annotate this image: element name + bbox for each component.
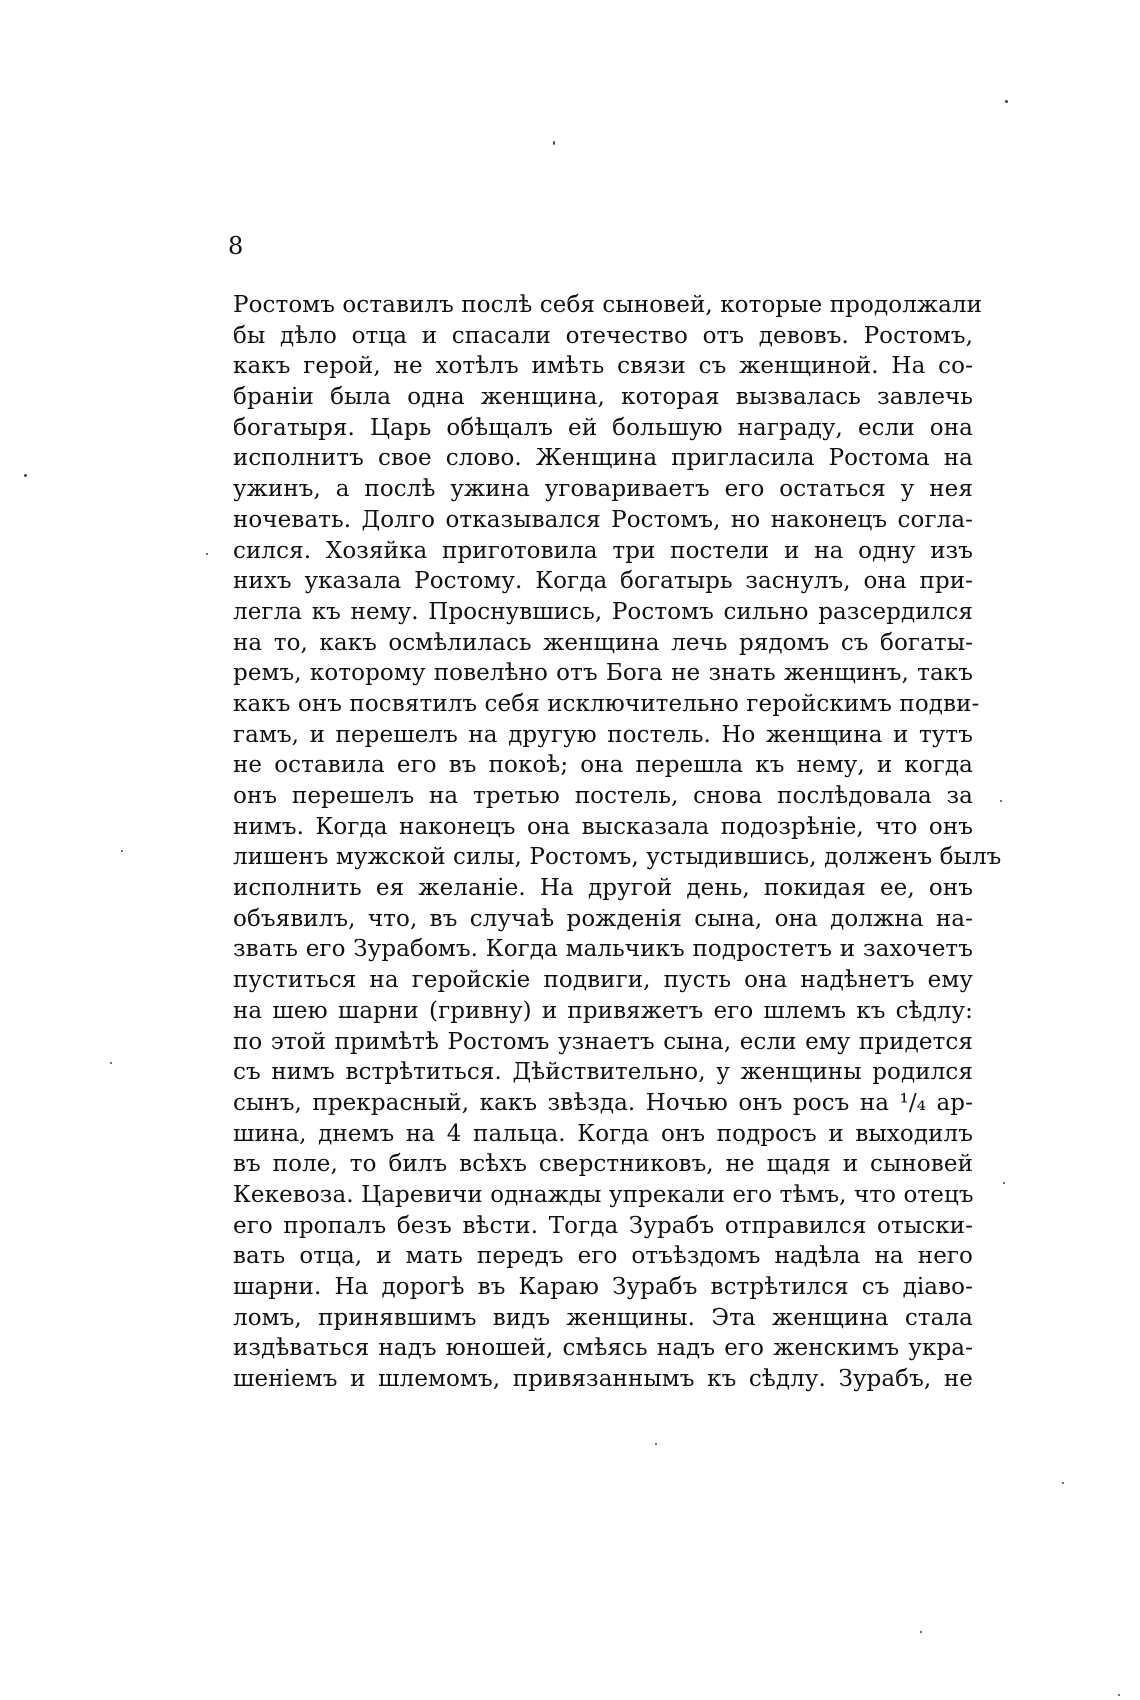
text-line: ремъ, которому повелѣно отъ Бога не знать женщинъ, такъ <box>233 660 973 687</box>
text-line: объявилъ, что, въ случаѣ рожденія сына, она должна на- <box>233 905 973 932</box>
text-line: браніи была одна женщина, которая вызвалась завлечь <box>233 384 973 411</box>
text-line: гамъ, и перешелъ на другую постель. Но женщина и тутъ <box>233 721 973 748</box>
text-line: шарни. На дорогѣ въ Караю Зурабъ встрѣтился съ діаво- <box>233 1274 973 1300</box>
text-line: его пропалъ безъ вѣсти. Тогда Зурабъ отправился отыски- <box>233 1212 973 1239</box>
text-line: ломъ, принявшимъ видъ женщины. Эта женщина стала <box>233 1304 973 1331</box>
text-line: Ростомъ оставилъ послѣ себя сыновей, которые продолжали <box>233 292 983 318</box>
scan-speck <box>206 553 208 555</box>
body-text <box>233 290 1002 1395</box>
text-line: съ нимъ встрѣтиться. Дѣйствительно, у женщины родился <box>233 1059 973 1086</box>
scan-speck <box>553 141 555 145</box>
text-line: шина, днемъ на 4 пальца. Когда онъ подросъ и выходилъ <box>233 1120 973 1147</box>
scan-speck <box>1003 1182 1005 1184</box>
scan-speck <box>1005 100 1008 103</box>
scan-speck <box>1118 1694 1120 1696</box>
scan-speck <box>110 1062 112 1064</box>
page-number: 8 <box>228 232 244 260</box>
scan-speck <box>1062 1482 1064 1484</box>
text-line: на то, какъ осмѣлилась женщина лечь рядомъ съ богаты- <box>233 629 973 656</box>
scan-speck <box>1000 800 1002 802</box>
text-line: Кекевоза. Царевичи однажды упрекали его тѣмъ, что отецъ <box>233 1181 974 1208</box>
scan-speck <box>655 1443 657 1445</box>
text-line: на шею шарни (гривну) и привяжетъ его шлемъ къ сѣдлу: <box>233 997 973 1024</box>
text-line: легла къ нему. Проснувшись, Ростомъ сильно разсердился <box>233 598 973 625</box>
text-line: вать отца, и мать передъ его отъѣздомъ надѣла на него <box>233 1243 973 1270</box>
text-line: пуститься на геройскіе подвиги, пусть она надѣнетъ ему <box>233 967 973 994</box>
scan-speck <box>121 850 123 852</box>
text-line: звать его Зурабомъ. Когда мальчикъ подростетъ и захочетъ <box>233 936 973 963</box>
text-line: издѣваться надъ юношей, смѣясь надъ его женскимъ укра- <box>233 1335 973 1362</box>
text-line: исполнитъ свое слово. Женщина пригласила Ростома на <box>233 445 973 472</box>
text-line: ужинъ, а послѣ ужина уговариваетъ его остаться у нея <box>233 476 973 503</box>
text-line: какъ герой, не хотѣлъ имѣть связи съ женщиной. На со- <box>233 353 973 380</box>
text-line: нихъ указала Ростому. Когда богатырь заснулъ, она при- <box>233 568 973 595</box>
text-line: бы дѣло отца и спасали отечество отъ девовъ. Ростомъ, <box>233 322 973 349</box>
text-line: не оставила его въ покоѣ; она перешла къ нему, и когда <box>233 752 973 779</box>
text-line: исполнить ея желаніе. На другой день, покидая ее, онъ <box>233 875 973 902</box>
text-line: ночевать. Долго отказывался Ростомъ, но наконецъ согла- <box>233 506 973 533</box>
text-line: онъ перешелъ на третью постель, снова послѣдовала за <box>233 783 973 809</box>
text-line: сился. Хозяйка приготовила три постели и на одну изъ <box>233 537 973 564</box>
text-line: богатыря. Царь обѣщалъ ей большую награду, если она <box>233 414 973 441</box>
scan-speck <box>24 474 27 477</box>
text-line: лишенъ мужской силы, Ростомъ, устыдившись, долженъ былъ <box>233 844 1002 871</box>
text-line: какъ онъ посвятилъ себя исключительно геройскимъ подви- <box>233 690 980 717</box>
text-line: сынъ, прекрасный, какъ звѣзда. Ночью онъ росъ на ¹/₄ ар- <box>233 1089 973 1116</box>
text-line: по этой примѣтѣ Ростомъ узнаетъ сына, если ему придется <box>233 1028 973 1055</box>
text-line: въ поле, то билъ всѣхъ сверстниковъ, не щадя и сыновей <box>233 1151 973 1178</box>
scan-speck <box>920 1631 922 1633</box>
text-line: шеніемъ и шлемомъ, привязаннымъ къ сѣдлу. Зурабъ, не <box>233 1366 973 1393</box>
text-line: нимъ. Когда наконецъ она высказала подозрѣніе, что онъ <box>233 813 973 840</box>
